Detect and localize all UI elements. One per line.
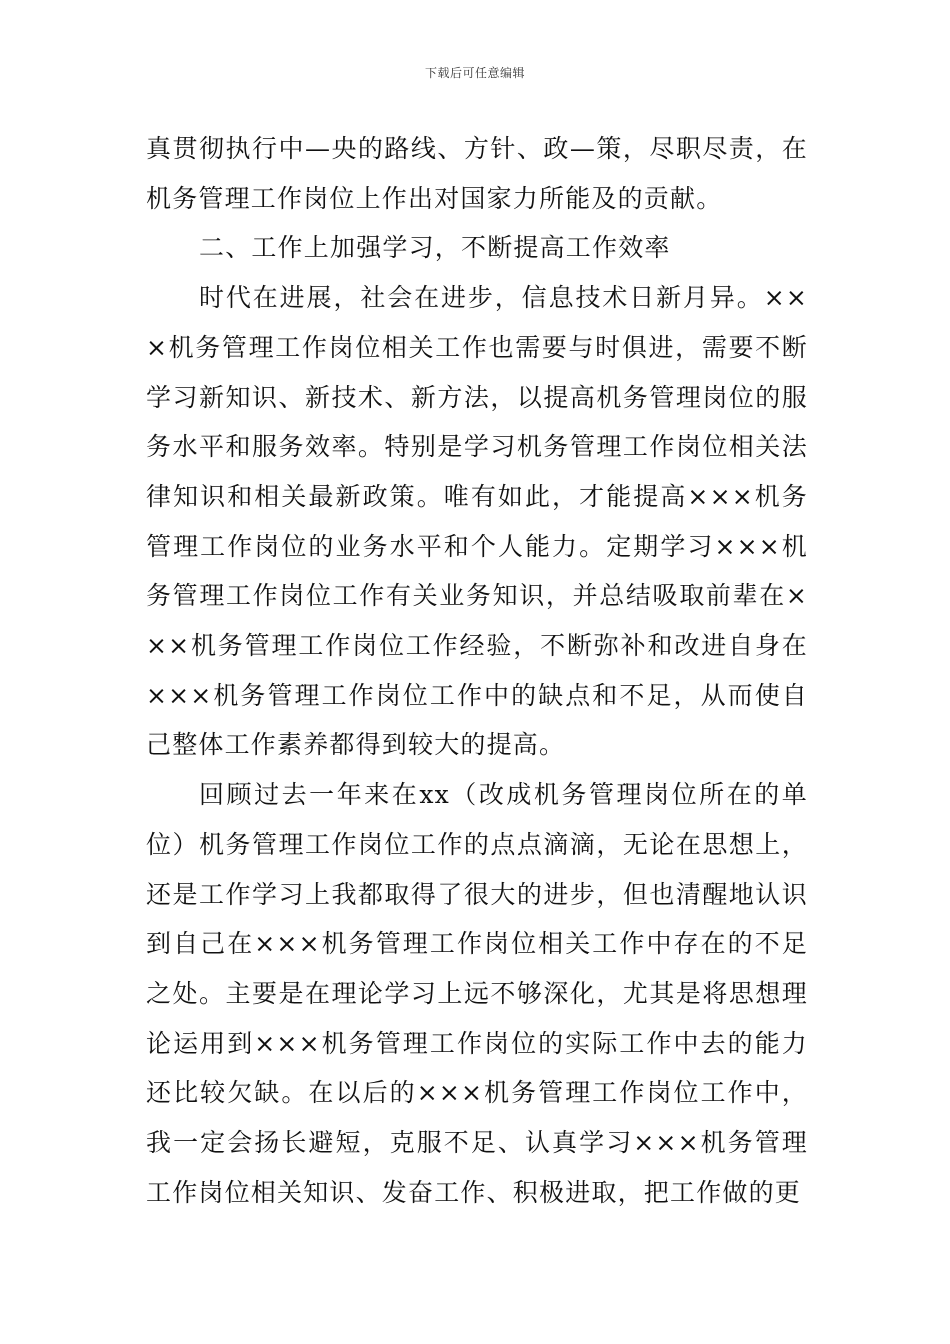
paragraph-review: 回顾过去一年来在xx（改成机务管理岗位所在的单位）机务管理工作岗位工作的点点滴滴，无论在思想上，还是工作学习上我都取得了很大的进步，但也清醒地认识到自己在×××机务管理工作岗位相关工作中存在的不足之处。主要是在理论学习上远不够深化，尤其是将思想理论运用到×××机务管理工作岗位的实际工作中去的能力还比较欠缺。在以后的×××机务管理工作岗位工作中，我一定会扬长避短，克服不足、认真学习×××机务管理工作岗位相关知识、发奋工作、积极进取，把工作做的更	[146, 780, 808, 1207]
paragraph-continuation: 真贯彻执行中—央的路线、方针、政—策，尽职尽责，在机务管理工作岗位上作出对国家力所能及的贡献。	[146, 134, 808, 213]
paragraph-learning: 时代在进展，社会在进步，信息技术日新月异。×××机务管理工作岗位相关工作也需要与时俱进，需要不断学习新知识、新技术、新方法，以提高机务管理岗位的服务水平和服务效率。特别是学习机务管理工作岗位相关法律知识和相关最新政策。唯有如此，才能提高×××机务管理工作岗位的业务水平和个人能力。定期学习×××机务管理工作岗位工作有关业务知识，并总结吸取前辈在×××机务管理工作岗位工作经验，不断弥补和改进自身在×××机务管理工作岗位工作中的缺点和不足，从而使自己整体工作素养都得到较大的提高。	[146, 283, 808, 760]
document-body	[146, 124, 808, 1217]
page-header: 下载后可任意编辑	[424, 66, 525, 80]
section-heading: 二、工作上加强学习，不断提高工作效率	[199, 233, 671, 263]
